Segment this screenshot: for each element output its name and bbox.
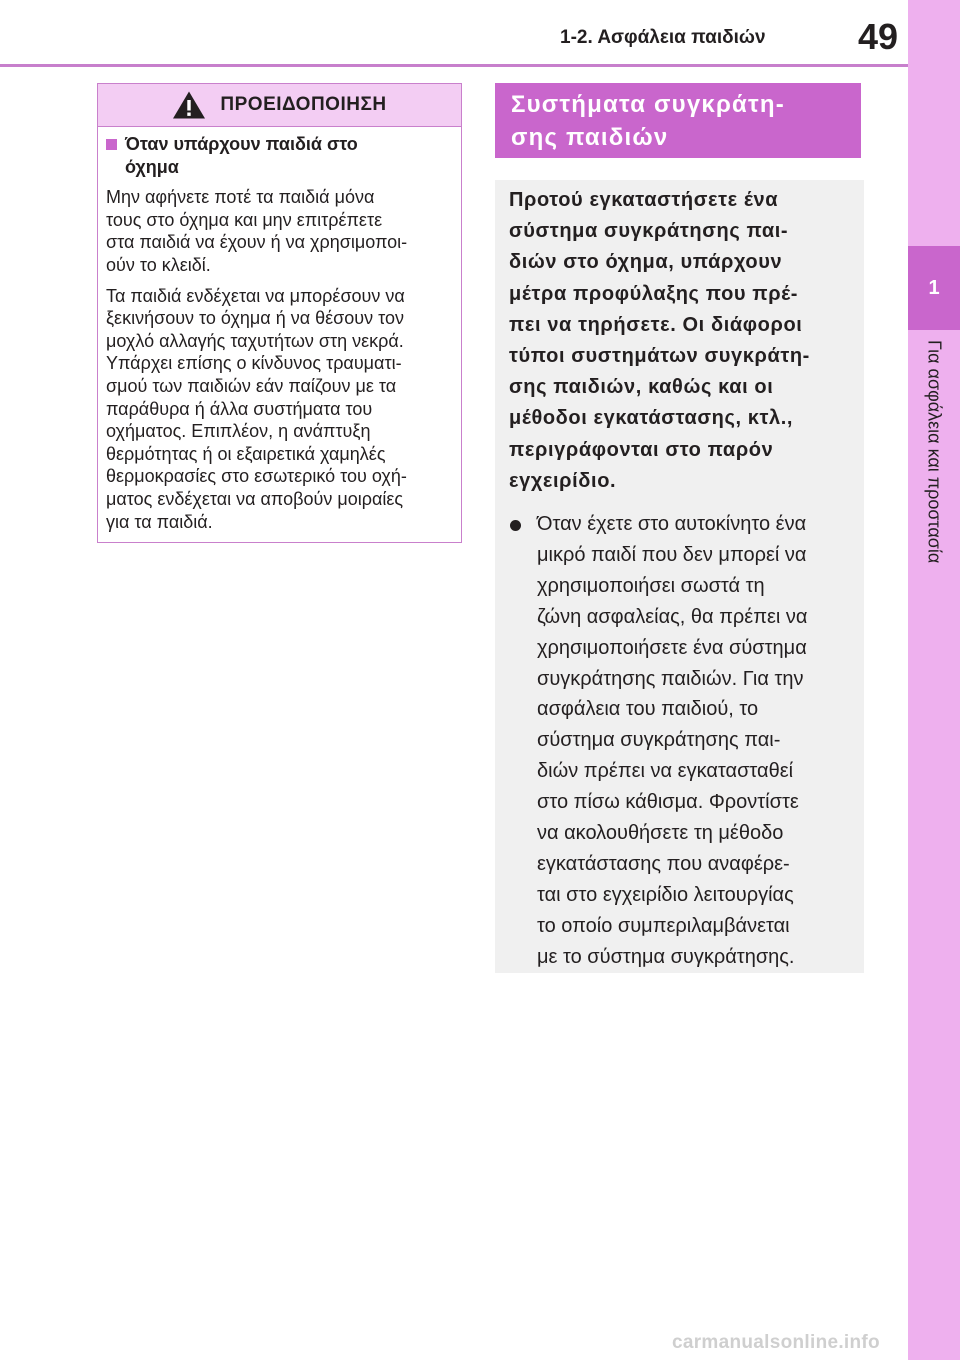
bullet-text <box>537 509 808 973</box>
warning-subheading-line: όχημα <box>125 156 179 177</box>
text-line: χρησιμοποιήσει σωστά τη <box>537 574 765 597</box>
text-line: Μην αφήνετε ποτέ τα παιδιά μόνα <box>106 187 375 208</box>
text-line: μέτρα προφύλαξης που πρέ- <box>509 282 799 305</box>
text-line: διών πρέπει να εγκατασταθεί <box>537 760 794 783</box>
text-line: το οποίο συμπεριλαμβάνεται <box>537 914 790 937</box>
text-line: για τα παιδιά. <box>106 511 213 532</box>
text-line: να ακολουθήσετε τη μέθοδο <box>537 822 784 845</box>
warning-body <box>98 127 461 533</box>
text-line: Όταν έχετε στο αυτοκίνητο ένα <box>537 513 807 536</box>
bullet-item <box>509 509 854 973</box>
text-line: εγχειρίδιο. <box>509 469 617 492</box>
text-line: στα παιδιά να έχουν ή να χρησιμοποι- <box>106 232 408 253</box>
chapter-title: Για ασφάλεια και προστασία <box>924 340 945 564</box>
text-line: περιγράφονται στο παρόν <box>509 438 774 461</box>
text-line: διών στο όχημα, υπάρχουν <box>509 251 783 274</box>
text-line: ούν το κλειδί. <box>106 254 211 275</box>
text-line: μέθοδοι εγκατάστασης, κτλ., <box>509 407 794 430</box>
warning-subheading-line: Όταν υπάρχουν παιδιά στο <box>125 134 358 154</box>
text-line: θερμοκρασίες στο εσωτερικό του οχή- <box>106 466 407 487</box>
text-line: σης παιδιών, καθώς και οι <box>509 376 774 399</box>
warning-paragraph-1 <box>106 186 449 276</box>
text-line: ζώνη ασφαλείας, θα πρέπει να <box>537 605 808 628</box>
watermark: carmanualsonline.info <box>672 1332 880 1353</box>
chapter-tab <box>908 246 960 330</box>
text-line: εγκατάστασης που αναφέρε- <box>537 853 790 875</box>
text-line: με το σύστημα συγκράτησης. <box>537 945 795 968</box>
text-line: ματος ενδέχεται να αποβούν μοιραίες <box>106 488 404 509</box>
section-title-line: Συστήματα συγκράτη- <box>511 91 785 118</box>
text-line: Υπάρχει επίσης ο κίνδυνος τραυματι- <box>106 353 402 374</box>
section-content-box <box>495 180 864 973</box>
text-line: τύποι συστημάτων συγκράτη- <box>509 345 810 368</box>
text-line: παράθυρα ή άλλα συστήματα του <box>106 398 373 419</box>
chapter-side-strip <box>908 0 960 1360</box>
warning-subheading <box>106 133 449 178</box>
header-divider <box>0 64 908 67</box>
text-line: χρησιμοποιήσετε ένα σύστημα <box>537 636 807 659</box>
warning-triangle-icon <box>172 90 206 120</box>
page-header-title: 1-2. Ασφάλεια παιδιών <box>560 27 766 48</box>
warning-title: ΠΡΟΕΙΔΟΠΟΙΗΣΗ <box>220 94 387 115</box>
chapter-number: 1 <box>928 276 940 299</box>
text-line: ξεκινήσουν το όχημα ή να θέσουν τον <box>106 308 404 329</box>
text-line: Τα παιδιά ενδέχεται να μπορέσουν να <box>106 285 405 306</box>
bullet-dot-icon <box>510 520 521 531</box>
text-line: πει να τηρήσετε. Οι διάφοροι <box>509 313 803 336</box>
text-line: σύστημα συγκράτησης παι- <box>509 220 789 243</box>
section-intro <box>509 185 854 497</box>
warning-header <box>98 84 461 127</box>
text-line: ασφάλεια του παιδιού, το <box>537 698 759 721</box>
section-title-line: σης παιδιών <box>511 124 669 151</box>
text-line: μικρό παιδί που δεν μπορεί να <box>537 543 807 566</box>
text-line: τους στο όχημα και μην επιτρέπετε <box>106 209 383 230</box>
warning-paragraph-2 <box>106 285 449 534</box>
text-line: σύστημα συγκράτησης παι- <box>537 729 781 752</box>
page-number: 49 <box>857 16 899 57</box>
text-line: στο πίσω κάθισμα. Φροντίστε <box>537 791 799 814</box>
text-line: ται στο εγχειρίδιο λειτουργίας <box>537 883 794 906</box>
text-line: μοχλό αλλαγής ταχυτήτων στη νεκρά. <box>106 330 404 351</box>
text-line: Προτού εγκαταστήσετε ένα <box>509 189 779 211</box>
text-line: σμού των παιδιών εάν παίζουν με τα <box>106 375 397 396</box>
text-line: θερμότητας ή οι εξαιρετικά χαμηλές <box>106 443 386 464</box>
text-line: συγκράτησης παιδιών. Για την <box>537 667 804 690</box>
warning-box <box>97 83 462 543</box>
square-bullet-icon <box>106 139 117 150</box>
section-title <box>495 83 861 158</box>
text-line: οχήματος. Επιπλέον, η ανάπτυξη <box>106 421 371 442</box>
